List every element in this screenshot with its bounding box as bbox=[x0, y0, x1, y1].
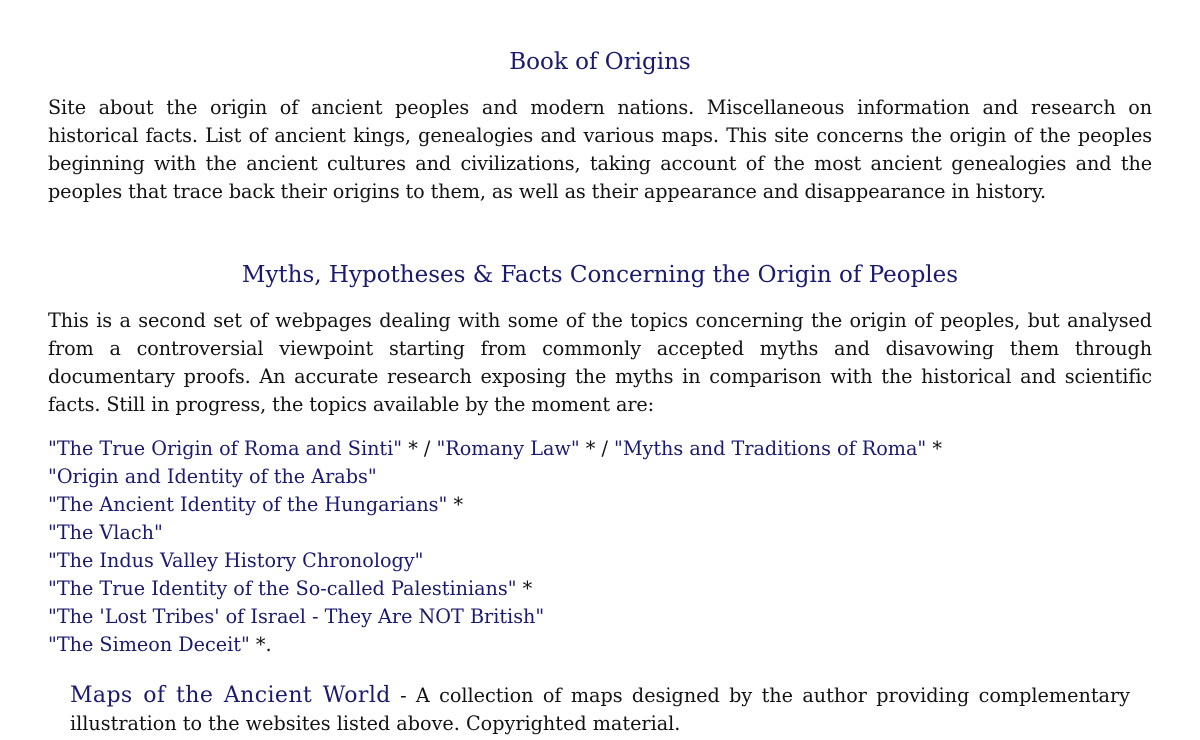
separator: * / bbox=[579, 437, 615, 460]
maps-description: - A collection of maps designed by the author providing complementary illustration to the websites listed above. Copyrighted material. bbox=[70, 684, 1130, 735]
star-mark: *. bbox=[249, 633, 272, 656]
list-item bbox=[48, 603, 1152, 631]
list-item bbox=[48, 547, 1152, 575]
link-vlach[interactable]: "The Vlach" bbox=[48, 521, 163, 544]
maps-section bbox=[70, 682, 1130, 738]
link-arabs[interactable]: "Origin and Identity of the Arabs" bbox=[48, 465, 377, 488]
list-item bbox=[48, 463, 1152, 491]
book-of-origins-title: Book of Origins bbox=[509, 49, 691, 75]
star-mark: * bbox=[516, 577, 533, 600]
star-mark: * bbox=[447, 493, 464, 516]
list-item bbox=[48, 491, 1152, 519]
star-mark: * bbox=[926, 437, 942, 460]
link-indus[interactable]: "The Indus Valley History Chronology" bbox=[48, 549, 424, 572]
link-hungarians[interactable]: "The Ancient Identity of the Hungarians" bbox=[48, 493, 448, 516]
link-maps-ancient-world[interactable]: Maps of the Ancient World bbox=[70, 683, 391, 708]
topic-links-list bbox=[48, 435, 1152, 659]
list-item bbox=[48, 631, 1152, 659]
list-item bbox=[48, 575, 1152, 603]
link-roma-origin[interactable]: "The True Origin of Roma and Sinti" bbox=[48, 437, 403, 460]
link-roma-myths[interactable]: "Myths and Traditions of Roma" bbox=[614, 437, 927, 460]
separator: * / bbox=[402, 437, 437, 460]
myths-section-description: This is a second set of webpages dealing with some of the topics concerning the origin of peoples, but analysed from a controversial viewpoint starting from commonly accepted myths and disavowing them through documentary proofs. An accurate research exposing the myths in comparison with the historical and scientific facts. Still in progress, the topics available by the moment are: bbox=[48, 309, 1152, 416]
link-palestinians[interactable]: "The True Identity of the So-called Palestinians" bbox=[48, 577, 517, 600]
list-item bbox=[48, 519, 1152, 547]
book-of-origins-description: Site about the origin of ancient peoples and modern nations. Miscellaneous information and research on historical facts. List of ancient kings, genealogies and various maps. This site concerns the origin of the peoples beginning with the ancient cultures and civilizations, taking account of the most ancient genealogies and the peoples that trace back their origins to them, as well as their appearance and disappearance in history. bbox=[48, 96, 1152, 203]
list-item bbox=[48, 435, 1152, 463]
link-lost-tribes[interactable]: "The 'Lost Tribes' of Israel - They Are NOT British" bbox=[48, 605, 545, 628]
myths-section-title: Myths, Hypotheses & Facts Concerning the Origin of Peoples bbox=[241, 262, 959, 288]
link-romany-law[interactable]: "Romany Law" bbox=[436, 437, 580, 460]
link-simeon[interactable]: "The Simeon Deceit" bbox=[48, 633, 250, 656]
